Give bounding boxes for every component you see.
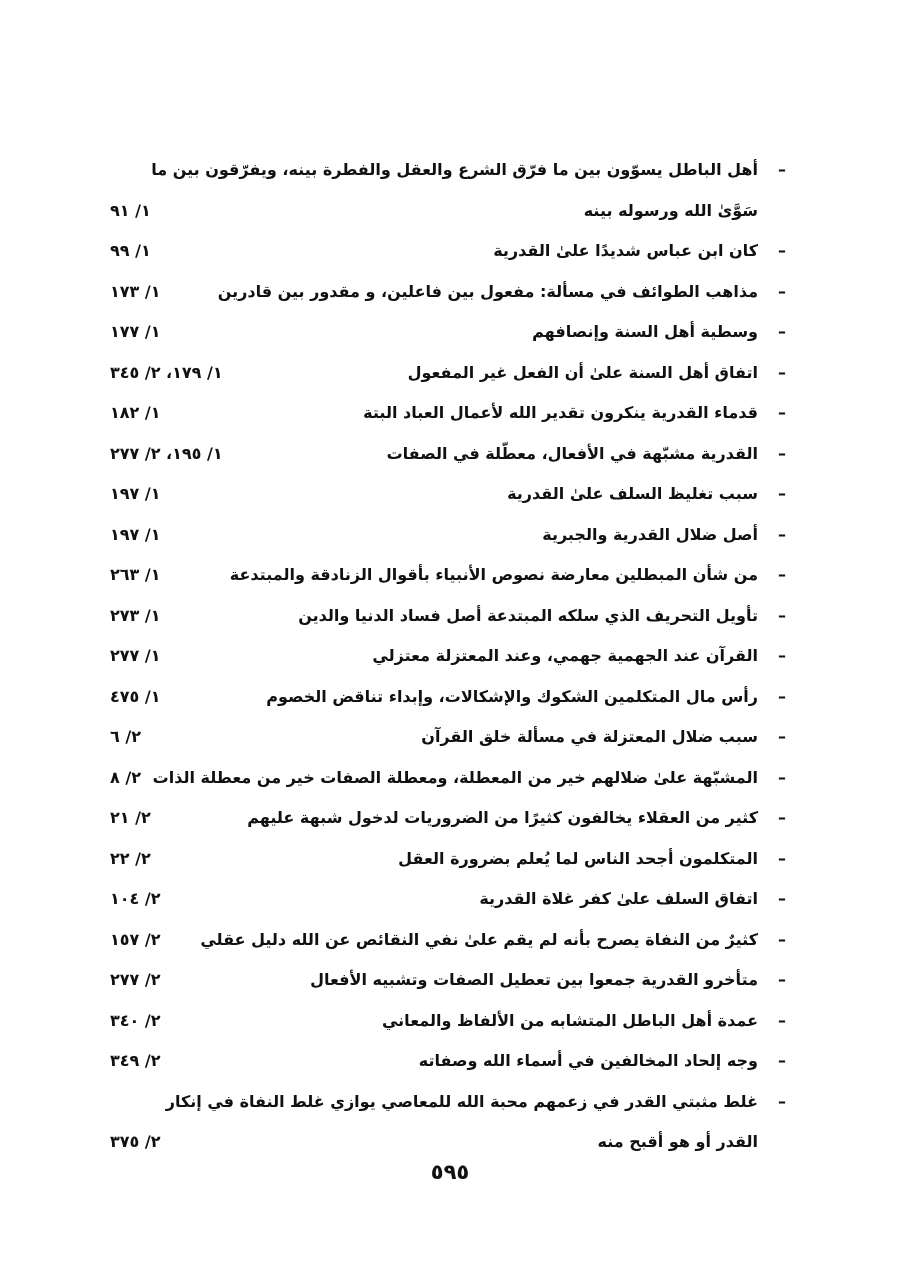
entry-page-ref: ١/ ١٧٣: [110, 281, 161, 301]
entry-text: متأخرو القدرية جمعوا بين تعطيل الصفات وتشبيه الأفعال: [310, 970, 758, 989]
entry-page-ref: ١/ ١٩٧: [110, 524, 161, 544]
index-entry: [110, 353, 786, 394]
entry-dash: –: [778, 686, 786, 706]
entry-dash: –: [778, 1091, 786, 1111]
entry-page-ref: ١/ ١٨٢: [110, 403, 161, 422]
entry-page-ref: ١/ ٢٦٣: [110, 565, 161, 584]
entry-text: كثيرٌ من النفاة يصرح بأنه لم يقم علىٰ نفي النقائص عن الله دليل عقلي: [200, 929, 758, 949]
entry-page-ref: ٢/ ٣٤٠: [110, 1010, 161, 1030]
entry-text: رأس مال المتكلمين الشكوك والإشكالات، وإبداء تناقض الخصوم: [266, 686, 758, 706]
entry-text: كان ابن عباس شديدًا علىٰ القدرية: [493, 241, 758, 260]
entry-text: وسطية أهل السنة وإنصافهم: [532, 322, 758, 341]
entry-page-ref: ١/ ١٩٧: [110, 484, 161, 503]
index-entry: [110, 393, 786, 434]
index-entry: [110, 839, 786, 880]
entry-dash: –: [778, 808, 786, 827]
index-entry: [110, 1041, 786, 1082]
entry-text: كثير من العقلاء يخالفون كثيرًا من الضروريات لدخول شبهة عليهم: [247, 808, 758, 827]
entry-text: وجه إلحاد المخالفين في أسماء الله وصفاته: [418, 1051, 758, 1070]
entry-page-ref: ٢/ ٢٧٧: [110, 970, 161, 989]
entry-page-ref: ٢/ ٢١: [110, 808, 151, 827]
entry-text: القرآن عند الجهمية جهمي، وعند المعتزلة معتزلي: [372, 646, 758, 665]
entry-text: اتفاق أهل السنة علىٰ أن الفعل غير المفعول: [407, 362, 758, 382]
entry-dash: –: [778, 767, 786, 787]
entry-dash: –: [778, 281, 786, 301]
index-entry: [110, 636, 786, 677]
index-entry: [110, 717, 786, 758]
entry-text: سبب تغليظ السلف علىٰ القدرية: [507, 484, 758, 503]
entry-page-ref: ٢/ ١٥٧: [110, 929, 161, 949]
entry-page-ref: ١/ ٩٩: [110, 241, 151, 260]
index-entry: [110, 758, 786, 799]
topic-index-list: [110, 150, 786, 1163]
entry-dash: –: [778, 403, 786, 422]
index-entry: [110, 515, 786, 556]
entry-page-ref: ٢/ ٢٢: [110, 848, 151, 868]
index-entry: [110, 1001, 786, 1042]
index-entry: [110, 596, 786, 637]
entry-dash: –: [778, 443, 786, 463]
entry-dash: –: [778, 727, 786, 746]
index-entry: [110, 150, 786, 231]
entry-text: قدماء القدرية ينكرون تقدير الله لأعمال العباد البتة: [363, 403, 758, 422]
entry-text-line: غلط مثبتي القدر في زعمهم محبة الله للمعاصي يوازي غلط النفاة في إنكار: [165, 1091, 758, 1111]
entry-text: [151, 150, 758, 231]
entry-text-line: سَوَّىٰ الله ورسوله بينه: [583, 200, 758, 220]
entry-text: أصل ضلال القدرية والجبرية: [542, 524, 758, 544]
entry-text: تأويل التحريف الذي سلكه المبتدعة أصل فساد الدنيا والدين: [298, 605, 758, 625]
entry-page-ref: ٢/ ٣٧٥: [110, 1132, 161, 1151]
index-entry: [110, 879, 786, 920]
entry-dash: –: [778, 565, 786, 584]
entry-page-ref: ١/ ٢٧٣: [110, 605, 161, 625]
entry-dash: –: [778, 848, 786, 868]
entry-dash: –: [778, 524, 786, 544]
entry-dash: –: [778, 646, 786, 665]
entry-dash: –: [778, 362, 786, 382]
entry-dash: –: [778, 970, 786, 989]
entry-page-ref: ١/ ١٧٩، ٢/ ٣٤٥: [110, 362, 223, 382]
entry-page-ref: ١/ ١٧٧: [110, 322, 161, 341]
entry-text-line: أهل الباطل يسوّون بين ما فرّق الشرع والعقل والفطرة بينه، ويفرّقون بين ما: [151, 160, 758, 179]
entry-text: المتكلمون أجحد الناس لما يُعلم بضرورة العقل: [398, 848, 758, 868]
index-entry: [110, 474, 786, 515]
index-entry: [110, 677, 786, 718]
entry-text: سبب ضلال المعتزلة في مسألة خلق القرآن: [421, 727, 758, 746]
index-entry: [110, 920, 786, 961]
entry-page-ref: ١/ ٤٧٥: [110, 686, 161, 706]
entry-page-ref: ١/ ٩١: [110, 200, 151, 220]
entry-text: المشبّهة علىٰ ضلالهم خير من المعطلة، ومعطلة الصفات خير من معطلة الذات: [152, 767, 758, 787]
entry-dash: –: [778, 929, 786, 949]
index-entry: [110, 434, 786, 475]
index-entry: [110, 960, 786, 1001]
entry-dash: –: [778, 1010, 786, 1030]
entry-text: اتفاق السلف علىٰ كفر غلاة القدرية: [479, 889, 758, 908]
entry-text: مذاهب الطوائف في مسألة: مفعول بين فاعلين، و مقدور بين قادرين: [217, 281, 758, 301]
entry-page-ref: ٢/ ٨: [110, 767, 141, 787]
index-entry: [110, 798, 786, 839]
entry-dash: –: [778, 160, 786, 179]
entry-page-ref: ٢/ ٦: [110, 727, 141, 746]
entry-text: [166, 1082, 758, 1163]
entry-page-ref: ١/ ١٩٥، ٢/ ٢٧٧: [110, 443, 223, 463]
index-entry: [110, 272, 786, 313]
entry-text-line: القدر أو هو أقبح منه: [597, 1132, 758, 1151]
entry-page-ref: ٢/ ١٠٤: [110, 889, 161, 908]
entry-text: عمدة أهل الباطل المتشابه من الألفاظ والمعاني: [381, 1010, 758, 1030]
index-entry: [110, 555, 786, 596]
entry-dash: –: [778, 241, 786, 260]
page-number: ٥٩٥: [430, 1160, 470, 1184]
index-entry: [110, 231, 786, 272]
entry-text: القدرية مشبّهة في الأفعال، معطّلة في الصفات: [386, 443, 758, 463]
entry-page-ref: ٢/ ٣٤٩: [110, 1051, 161, 1070]
entry-dash: –: [778, 322, 786, 341]
entry-page-ref: ١/ ٢٧٧: [110, 646, 161, 665]
entry-dash: –: [778, 1051, 786, 1070]
entry-text: من شأن المبطلين معارضة نصوص الأنبياء بأقوال الزنادقة والمبتدعة: [229, 565, 758, 584]
entry-dash: –: [778, 889, 786, 908]
entry-dash: –: [778, 484, 786, 503]
entry-dash: –: [778, 605, 786, 625]
index-entry: [110, 312, 786, 353]
index-entry: [110, 1082, 786, 1163]
